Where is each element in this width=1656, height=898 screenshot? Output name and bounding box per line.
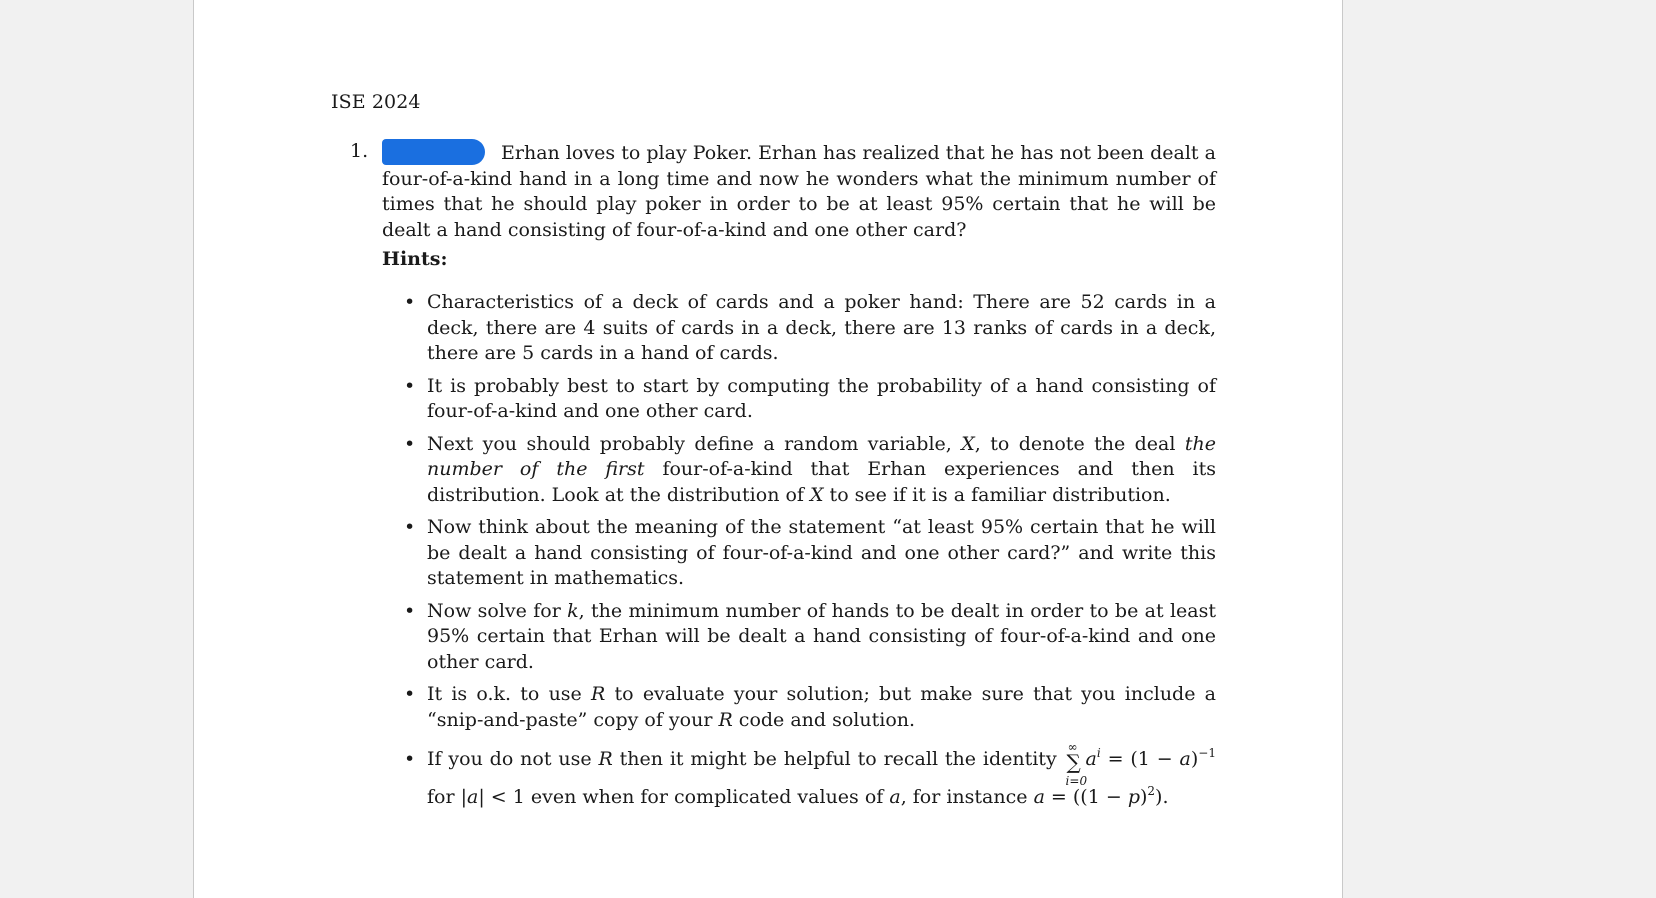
math-variable: X [961,432,975,455]
math-exponent: −1 [1198,746,1216,760]
hint-item [382,290,1216,367]
sum-lower-limit: i=0 [1065,774,1088,788]
hint-text: Characteristics of a deck of cards and a poker hand: There are 52 cards in a deck, there are 4 suits of cards in a deck, there are 13 ranks of cards in a deck, there are 5 cards in a hand of cards. [427,291,1216,364]
math-variable: a [1033,786,1045,808]
hint-text-part: | < 1 even when for complicated values of [478,786,890,808]
hint-text-part: It is o.k. to use [427,683,592,705]
bullet-icon: • [404,291,416,313]
math-variable: p [1127,786,1140,808]
problem-text: Erhan loves to play Poker. Erhan has realized that he has not been dealt a four-of-a-kind hand in a long time and now he wonders what the minimum number of times that he should play poker in order to be at least 95% certain that he will be dealt a hand consisting of four-of-a-kind and one other card? [382,142,1216,241]
bullet-icon: • [404,374,416,397]
hints-list [382,290,1216,823]
math-exponent: i [1096,746,1101,760]
hint-text: It is probably best to start by computing the probability of a hand consisting of four-of-a-kind and one other card. [427,374,1216,422]
math-variable: a [1085,748,1097,770]
problem-1 [350,139,1216,243]
hint-text-part: to see if it is a familiar distribution. [823,483,1171,506]
hint-item [382,682,1216,733]
math-text: ). [1155,786,1169,808]
hint-text: Now think about the meaning of the statement “at least 95% certain that he will be dealt a hand consisting of four-of-a-kind and one other card?” and write this statement in mathematics. [427,516,1216,589]
hint-text-part: , the minimum number of hands to be dealt in order to be at least 95% certain that Erhan will be dealt a hand consisting of four-of-a-kind and one other card. [427,599,1217,673]
math-text: = (1 − [1100,748,1180,770]
document-header: ISE 2024 [331,91,421,113]
bullet-icon: • [404,516,416,538]
math-variable: X [809,483,824,506]
bullet-icon: • [404,599,416,622]
hint-text-part: If you do not use [427,748,599,770]
hint-text-part: four-of-a-kind that Erhan experiences and then its distribution. Look at the distribution of [427,458,1216,506]
math-variable: a [467,786,479,808]
math-variable: a [889,786,901,808]
math-text: ) [1190,748,1199,770]
math-variable: R [718,708,733,731]
hint-item [382,599,1216,676]
hint-text-part: , for instance [900,786,1034,808]
problem-number: 1. [350,140,369,162]
hint-item [382,374,1216,425]
summation-symbol [1064,740,1088,788]
hint-text-part: , to denote the deal [974,432,1185,455]
hint-item [382,432,1216,509]
hint-text-part: to evaluate your solution; but make sure that you include a “snip-and-paste” copy of your [427,683,1216,731]
sum-upper-limit: ∞ [1067,740,1078,754]
hint-text-part: Next you should probably define a random variable, [427,432,962,455]
math-variable: k [567,599,579,622]
hint-item [382,740,1216,816]
hint-text-part: then it might be helpful to recall the identity [612,748,1064,770]
math-variable: R [591,683,606,705]
sigma-glyph: ∑ [1066,750,1081,774]
math-text: = ((1 − [1044,786,1128,808]
hint-text-part: Now solve for [427,599,568,622]
math-text: ) [1139,786,1148,808]
hint-text-part: code and solution. [732,708,916,731]
redaction-mark [382,139,485,165]
bullet-icon: • [404,748,416,770]
document-page [193,0,1343,898]
hints-heading: Hints: [382,248,448,270]
math-variable: R [598,748,613,770]
emphasis-text: the number of the first [427,432,1216,480]
hint-item [382,515,1216,592]
math-exponent: 2 [1147,784,1156,798]
bullet-icon: • [404,432,416,455]
hint-text-part: for | [427,786,467,808]
math-variable: a [1179,748,1191,770]
bullet-icon: • [404,683,416,705]
